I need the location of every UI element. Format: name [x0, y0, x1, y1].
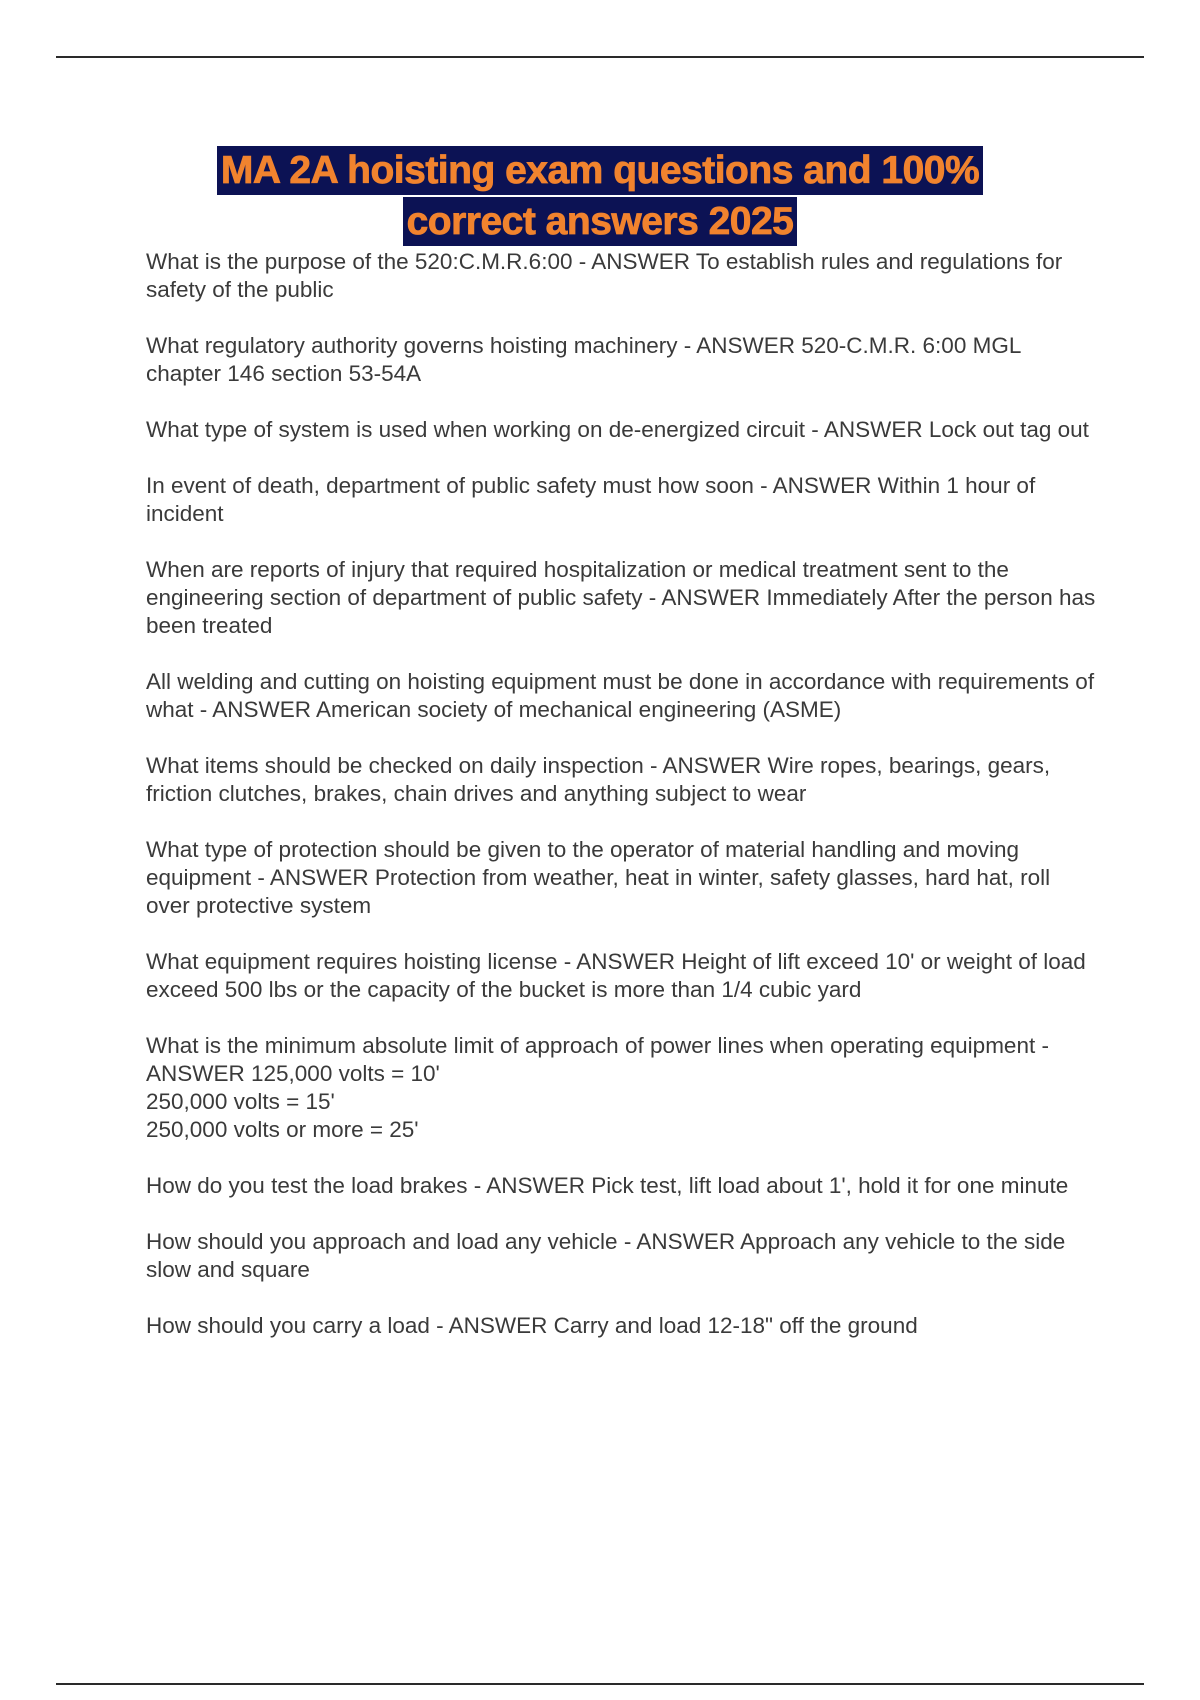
- bottom-rule: [56, 1683, 1144, 1685]
- title-line-2: correct answers 2025: [403, 197, 798, 246]
- qa-item: What type of system is used when working on de-energized circuit - ANSWER Lock out tag out: [146, 417, 1089, 442]
- qa-item: What is the minimum absolute limit of approach of power lines when operating equipment - ANSWER 125,000 volts = 10' 250,000 volts = 15' 250,000 volts or more = 25': [146, 1033, 1049, 1142]
- qa-item: What is the purpose of the 520:C.M.R.6:00 - ANSWER To establish rules and regulations for safety of the public: [146, 249, 1063, 302]
- qa-item: What equipment requires hoisting license - ANSWER Height of lift exceed 10' or weight of load exceed 500 lbs or the capacity of the bucket is more than 1/4 cubic yard: [146, 949, 1086, 1002]
- qa-item: How should you approach and load any vehicle - ANSWER Approach any vehicle to the side slow and square: [146, 1229, 1066, 1282]
- title-line-1: MA 2A hoisting exam questions and 100%: [217, 146, 983, 195]
- top-rule: [56, 56, 1144, 58]
- qa-list: [146, 248, 1096, 1368]
- qa-item: In event of death, department of public safety must how soon - ANSWER Within 1 hour of incident: [146, 473, 1036, 526]
- qa-item: What regulatory authority governs hoisting machinery - ANSWER 520-C.M.R. 6:00 MGL chapter 146 section 53-54A: [146, 333, 1021, 386]
- qa-item: How should you carry a load - ANSWER Carry and load 12-18" off the ground: [146, 1313, 918, 1338]
- document-title: [0, 146, 1200, 246]
- qa-item: When are reports of injury that required hospitalization or medical treatment sent to the engineering section of department of public safety - ANSWER Immediately After the person has been treated: [146, 557, 1096, 638]
- qa-item: How do you test the load brakes - ANSWER Pick test, lift load about 1', hold it for one minute: [146, 1173, 1069, 1198]
- qa-item: What items should be checked on daily inspection - ANSWER Wire ropes, bearings, gears, friction clutches, brakes, chain drives and anything subject to wear: [146, 753, 1051, 806]
- qa-item: What type of protection should be given to the operator of material handling and moving equipment - ANSWER Protection from weather, heat in winter, safety glasses, hard hat, roll over protective system: [146, 837, 1051, 918]
- qa-item: All welding and cutting on hoisting equipment must be done in accordance with requirements of what - ANSWER American society of mechanical engineering (ASME): [146, 669, 1095, 722]
